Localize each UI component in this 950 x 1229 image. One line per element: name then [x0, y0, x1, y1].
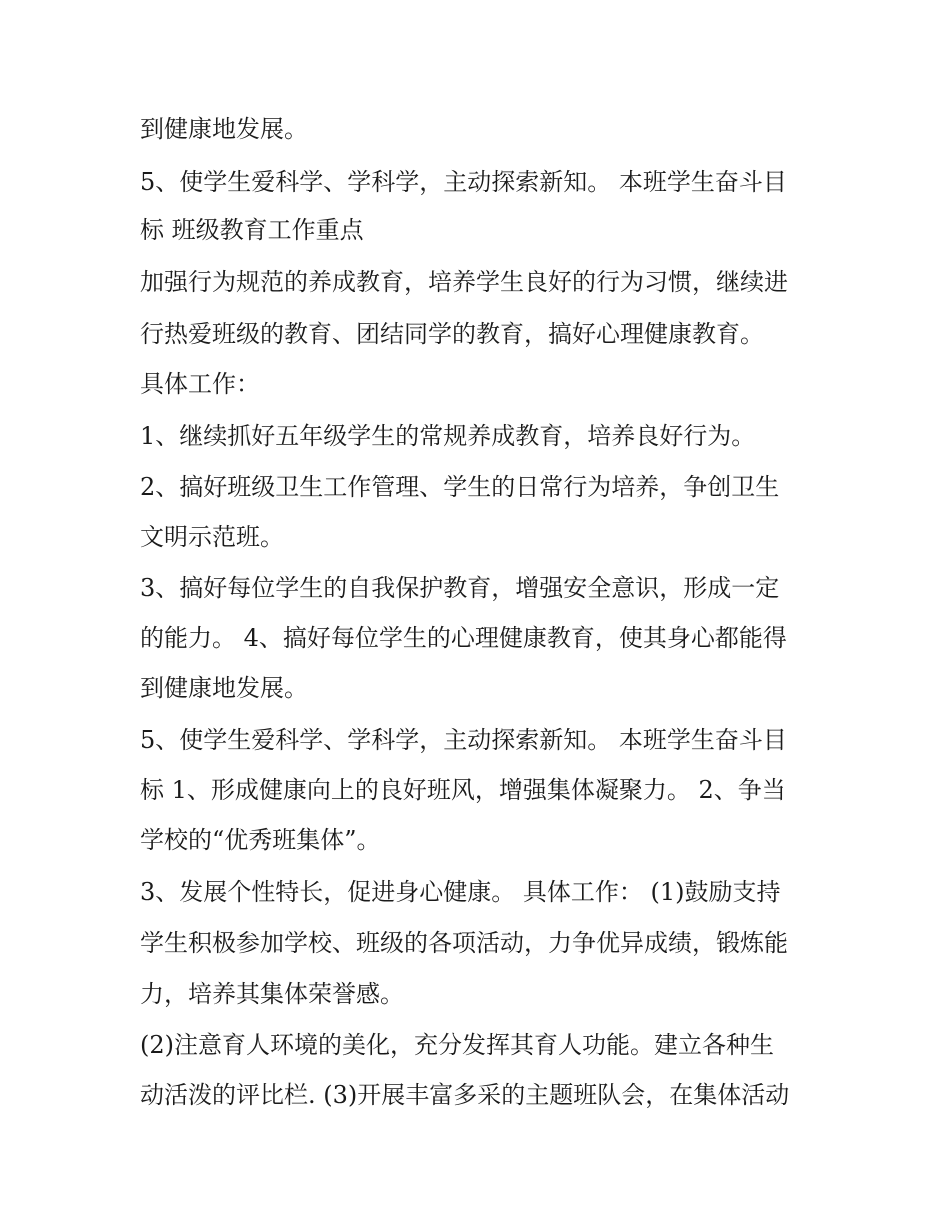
text-line: 标 班级教育工作重点 — [140, 216, 364, 244]
text-line: 具体工作： — [140, 370, 260, 398]
text-line: 到健康地发展。 — [140, 674, 308, 702]
text-line: 3、搞好每位学生的自我保护教育，增强安全意识，形成一定 — [140, 574, 780, 602]
text-line: 到健康地发展。 — [140, 115, 308, 143]
text-line: 的能力。 4、搞好每位学生的心理健康教育，使其身心都能得 — [140, 624, 787, 652]
text-line: 行热爱班级的教育、团结同学的教育，搞好心理健康教育。 — [140, 320, 764, 348]
text-line: 5、使学生爱科学、学科学，主动探索新知。 本班学生奋斗目 — [140, 168, 787, 196]
text-line: 学生积极参加学校、班级的各项活动，力争优异成绩，锻炼能 — [140, 929, 788, 957]
text-line: 1、继续抓好五年级学生的常规养成教育，培养良好行为。 — [140, 422, 756, 450]
text-line: 5、使学生爱科学、学科学，主动探索新知。 本班学生奋斗目 — [140, 726, 787, 754]
text-line: 力，培养其集体荣誉感。 — [140, 980, 404, 1008]
text-line: 动活泼的评比栏. (3)开展丰富多采的主题班队会，在集体活动 — [140, 1081, 790, 1109]
text-line: 加强行为规范的养成教育，培养学生良好的行为习惯，继续进 — [140, 268, 788, 296]
text-line: 标 1、形成健康向上的良好班风，增强集体凝聚力。 2、争当 — [140, 776, 786, 804]
text-line: (2)注意育人环境的美化，充分发挥其育人功能。建立各种生 — [140, 1031, 774, 1059]
text-line: 3、发展个性特长，促进身心健康。 具体工作： (1)鼓励支持 — [140, 878, 781, 906]
text-line: 学校的“优秀班集体”。 — [140, 826, 381, 854]
text-line: 文明示范班。 — [140, 523, 284, 551]
text-line: 2、搞好班级卫生工作管理、学生的日常行为培养，争创卫生 — [140, 473, 780, 501]
